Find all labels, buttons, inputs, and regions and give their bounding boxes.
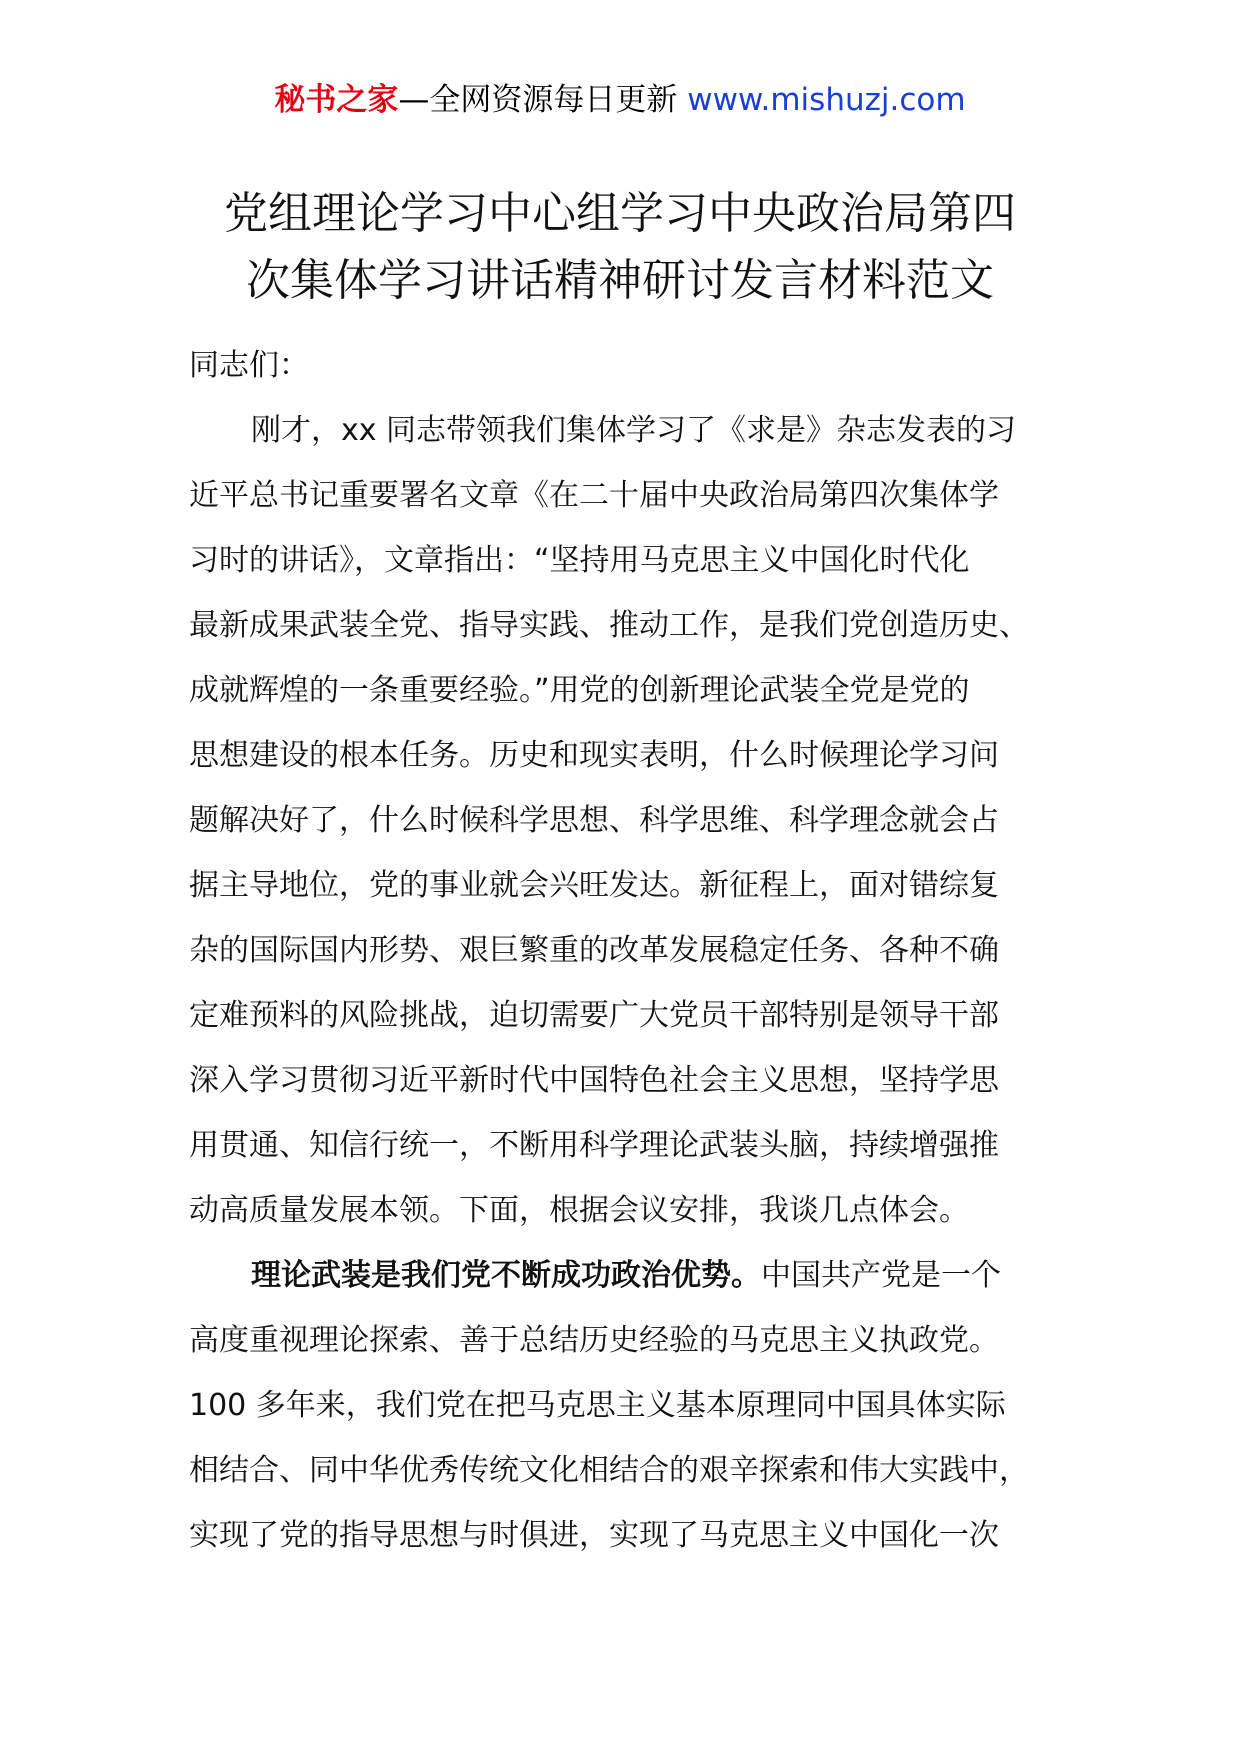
- text-line: 高度重视理论探索、善于总结历史经验的马克思主义执政党。: [189, 1323, 999, 1358]
- text-line: 据主导地位，党的事业就会兴旺发达。新征程上，面对错综复: [189, 868, 999, 903]
- paragraph-section-one: [189, 1243, 1069, 1568]
- document-title-line: 党组理论学习中心组学习中央政治局第四: [224, 188, 1016, 239]
- text-line: 100 多年来，我们党在把马克思主义基本原理同中国具体实际: [189, 1388, 1006, 1423]
- text-line: [189, 1243, 1069, 1308]
- document-title: [170, 180, 1070, 314]
- text-line: 题解决好了，什么时候科学思想、科学思维、科学理念就会占: [189, 803, 999, 838]
- text-line: 思想建设的根本任务。历史和现实表明，什么时候理论学习问: [189, 738, 999, 773]
- text-line: 近平总书记重要署名文章《在二十届中央政治局第四次集体学: [189, 478, 999, 513]
- text-line: 成就辉煌的一条重要经验。”用党的创新理论武装全党是党的: [189, 673, 970, 708]
- text-line: 杂的国际国内形势、艰巨繁重的改革发展稳定任务、各种不确: [189, 933, 999, 968]
- text-line: 相结合、同中华优秀传统文化相结合的艰辛探索和伟大实践中，: [189, 1453, 1029, 1488]
- site-tagline: —全网资源每日更新: [398, 82, 678, 118]
- document-body: [189, 333, 1069, 1568]
- site-url-link[interactable]: www.mishuzj.com: [687, 82, 966, 118]
- text-line: 最新成果武装全党、指导实践、推动工作，是我们党创造历史、: [189, 608, 1029, 643]
- text-line: 定难预料的风险挑战，迫切需要广大党员干部特别是领导干部: [189, 998, 999, 1033]
- text-line: 动高质量发展本领。下面，根据会议安排，我谈几点体会。: [189, 1193, 969, 1228]
- section-heading: 理论武装是我们党不断成功政治优势。: [251, 1258, 761, 1293]
- text-run: 中国共产党是一个: [761, 1258, 1001, 1293]
- text-line: 用贯通、知信行统一，不断用科学理论武装头脑，持续增强推: [189, 1128, 999, 1163]
- paragraph-intro: [189, 398, 1069, 1243]
- site-header: [0, 80, 1240, 120]
- text-line: 实现了党的指导思想与时俱进，实现了马克思主义中国化一次: [189, 1518, 999, 1553]
- document-title-line: 次集体学习讲话精神研讨发言材料范文: [246, 255, 994, 306]
- text-line: 深入学习贯彻习近平新时代中国特色社会主义思想，坚持学思: [189, 1063, 999, 1098]
- site-brand: 秘书之家: [274, 82, 399, 118]
- text-line: 习时的讲话》，文章指出：“坚持用马克思主义中国化时代化: [189, 543, 970, 578]
- salutation: 同志们：: [189, 348, 309, 383]
- text-line: 刚才，xx 同志带领我们集体学习了《求是》杂志发表的习: [251, 413, 1017, 448]
